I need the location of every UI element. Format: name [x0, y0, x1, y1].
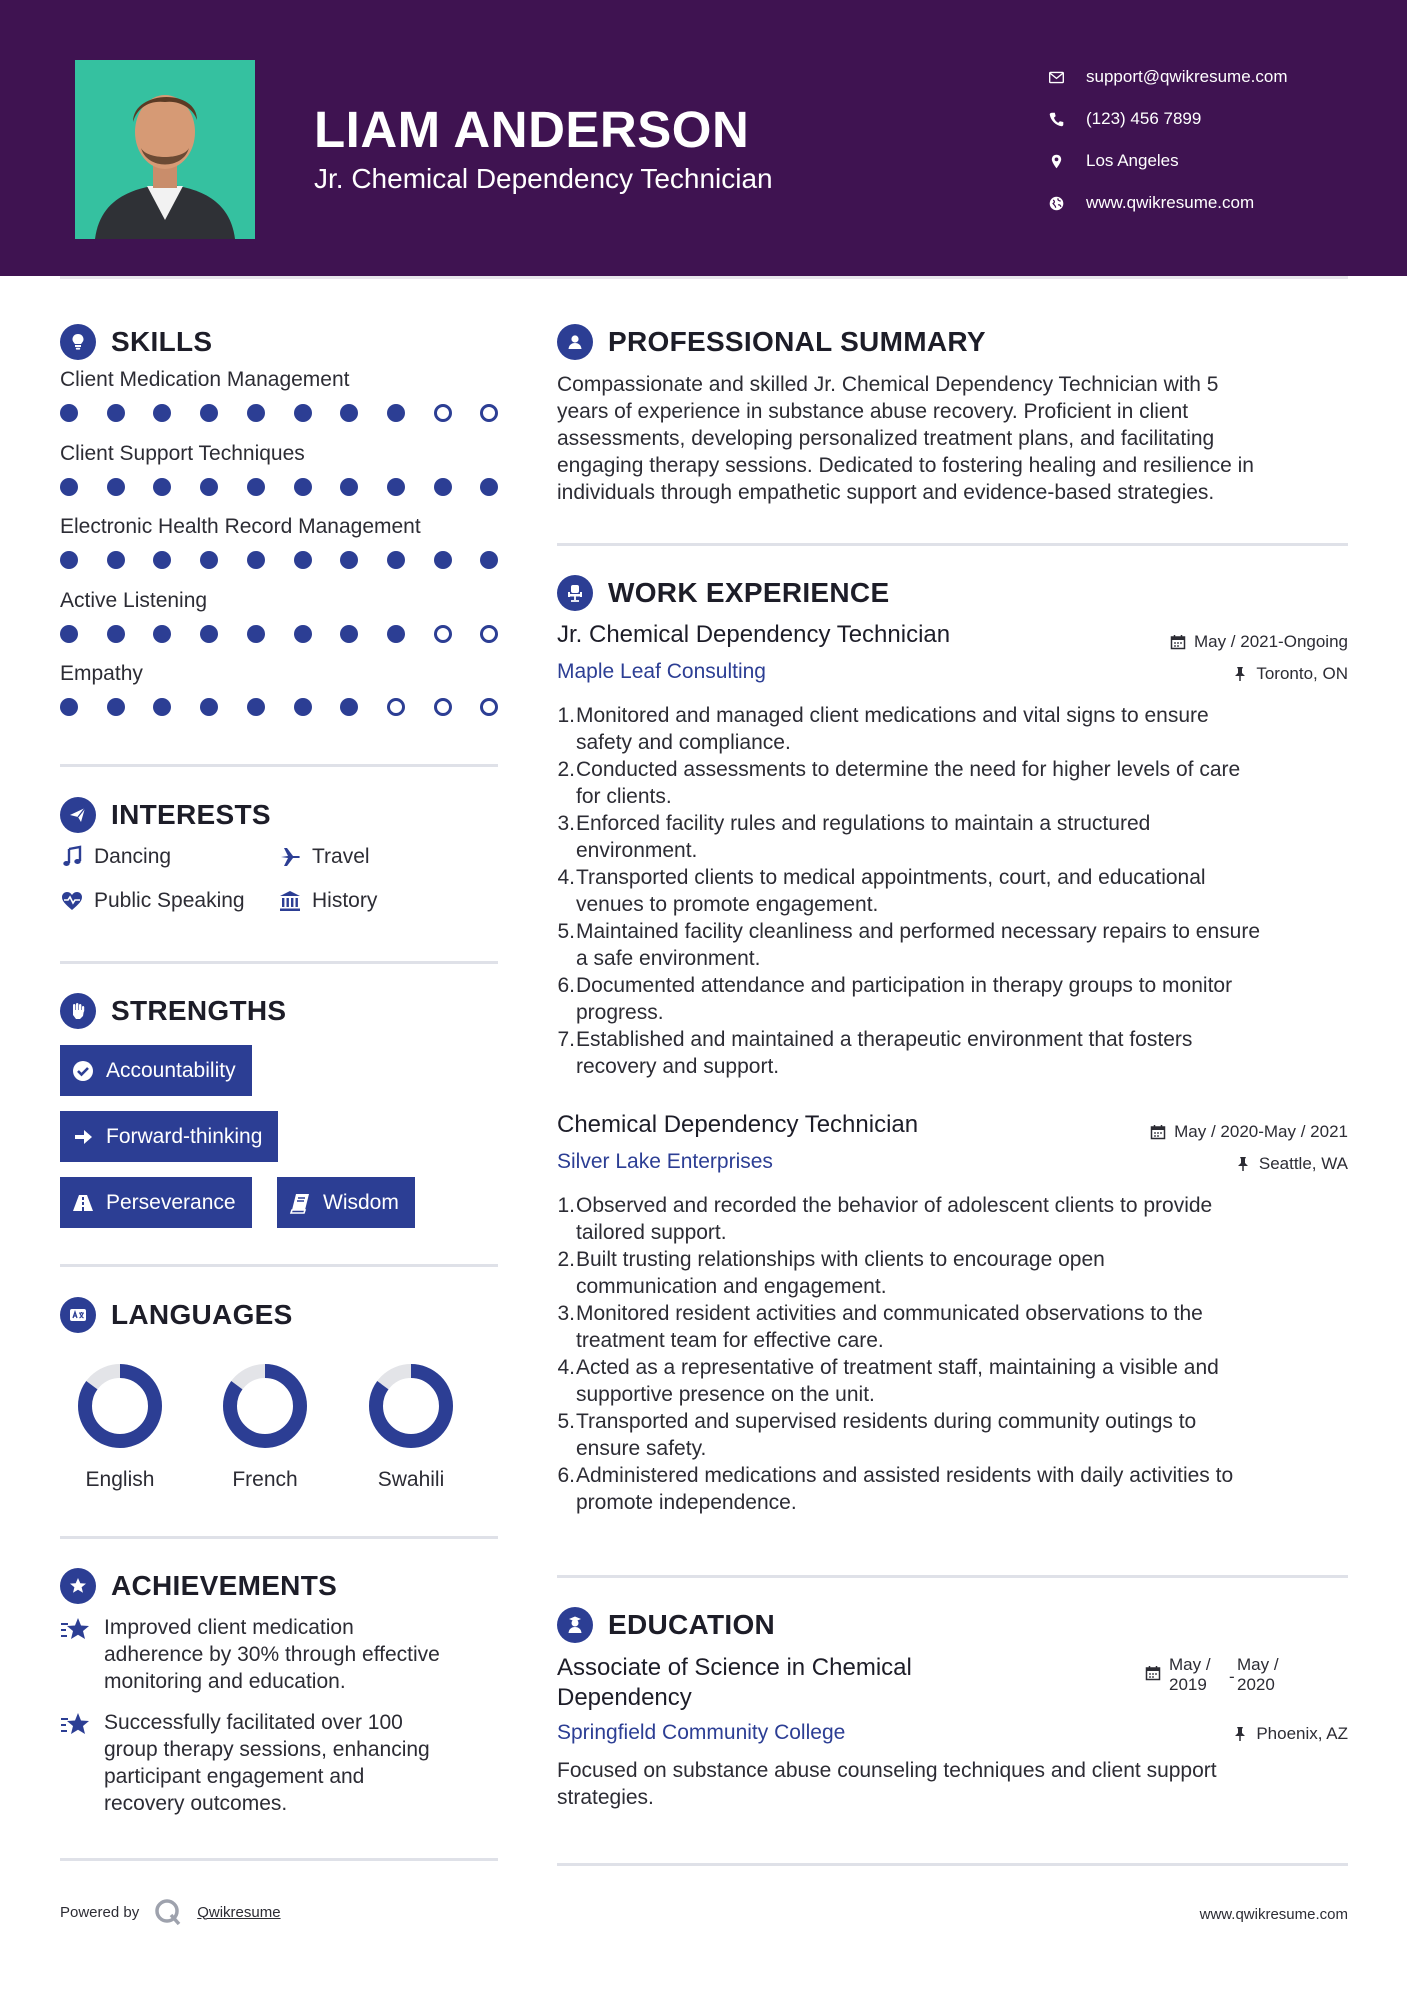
item-number: 3. — [557, 812, 575, 835]
skill-rating — [60, 619, 500, 649]
experience-heading — [557, 575, 889, 611]
language-item — [50, 1362, 190, 1492]
pushpin-icon — [1232, 1726, 1248, 1742]
languages-heading — [60, 1297, 293, 1333]
responsibility-item — [557, 864, 1347, 918]
strengths-divider — [60, 1264, 498, 1267]
rating-dot-empty — [480, 404, 498, 422]
profile-photo — [75, 60, 255, 239]
interests-divider — [60, 961, 498, 964]
rating-dot-filled — [434, 551, 452, 569]
skill-rating — [60, 545, 500, 575]
languages-title: LANGUAGES — [111, 1299, 293, 1330]
responsibility-item — [557, 1408, 1347, 1462]
skill-name: Empathy — [60, 662, 143, 685]
responsibility-text: Transported and supervised residents during community outings to ensure safety. — [576, 1410, 1197, 1460]
contact-phone-text: (123) 456 7899 — [1086, 109, 1202, 128]
book-icon — [289, 1192, 311, 1214]
rating-dot-filled — [434, 478, 452, 496]
language-name: Swahili — [377, 1468, 445, 1491]
experience-title: WORK EXPERIENCE — [608, 577, 890, 608]
rating-dot-filled — [480, 478, 498, 496]
contact-website[interactable] — [1048, 182, 1288, 224]
person-portrait-image — [75, 60, 255, 239]
rating-dot-filled — [294, 404, 312, 422]
responsibility-text: Conducted assessments to determine the need for higher levels of care for clients. — [576, 758, 1241, 808]
language-item — [195, 1362, 335, 1492]
star-badge-icon — [60, 1568, 96, 1604]
rating-dot-filled — [153, 625, 171, 643]
rating-dot-filled — [107, 625, 125, 643]
item-number: 1. — [557, 1194, 575, 1217]
rating-dot-filled — [247, 478, 265, 496]
summary-text: Compassionate and skilled Jr. Chemical Dependency Technician with 5 years of experience in substance abuse recovery. Proficient in client assessments, developing personalized treatment plans, and facilitating engaging therapy sessions. Dedicated to fostering healing and resilience in individuals through empathetic support and evidence-based strategies. — [557, 373, 1254, 504]
calendar-icon — [1145, 1665, 1161, 1681]
rating-dot-filled — [340, 551, 358, 569]
contact-location-text: Los Angeles — [1086, 151, 1179, 170]
rating-dot-filled — [60, 478, 78, 496]
interest-label: History — [312, 889, 378, 912]
interests-heading — [60, 797, 271, 833]
heartbeat-icon — [60, 889, 84, 913]
education-divider — [557, 1863, 1348, 1866]
strength-label: Wisdom — [323, 1190, 399, 1214]
rating-dot-empty — [480, 625, 498, 643]
interest-label: Public Speaking — [94, 889, 245, 912]
language-name: French — [232, 1468, 298, 1491]
contact-list — [1048, 56, 1288, 224]
user-icon — [557, 324, 593, 360]
strength-tag-accountability — [60, 1045, 252, 1096]
skill-item — [60, 662, 500, 722]
location-pin-icon — [1048, 153, 1086, 170]
school-name: Springfield Community College — [557, 1721, 846, 1744]
rating-dot-filled — [294, 625, 312, 643]
footer-branding — [60, 1897, 281, 1927]
skill-name: Electronic Health Record Management — [60, 515, 421, 538]
item-number: 6. — [557, 974, 575, 997]
achievement-item — [60, 1614, 500, 1695]
strength-label: Accountability — [106, 1058, 236, 1082]
responsibility-text: Enforced facility rules and regulations to maintain a structured environment. — [576, 812, 1151, 862]
skill-name: Client Support Techniques — [60, 441, 305, 465]
responsibility-item — [557, 1300, 1347, 1354]
skill-rating — [60, 398, 500, 428]
rating-dot-filled — [153, 698, 171, 716]
achievements-divider — [60, 1858, 498, 1861]
language-proficiency-ring — [367, 1362, 455, 1450]
rating-dot-filled — [294, 551, 312, 569]
lightbulb-icon — [60, 324, 96, 360]
skill-rating — [60, 692, 500, 722]
interest-label: Travel — [312, 845, 370, 868]
education-dates — [1145, 1655, 1292, 1695]
skill-item — [60, 442, 500, 502]
powered-by-text: Powered by — [60, 1903, 140, 1921]
rating-dot-filled — [107, 404, 125, 422]
header-divider — [60, 276, 1348, 279]
strengths-heading — [60, 993, 286, 1029]
contact-email[interactable] — [1048, 56, 1288, 98]
rating-dot-filled — [200, 625, 218, 643]
achievement-item — [60, 1709, 500, 1817]
phone-icon — [1048, 111, 1086, 128]
item-number: 6. — [557, 1464, 575, 1487]
interests-title: INTERESTS — [111, 799, 271, 830]
graduate-icon — [557, 1607, 593, 1643]
arrow-right-icon — [72, 1126, 94, 1148]
rating-dot-empty — [387, 698, 405, 716]
rating-dot-filled — [294, 478, 312, 496]
rating-dot-filled — [294, 698, 312, 716]
rating-dot-filled — [153, 404, 171, 422]
interest-dancing — [60, 845, 171, 869]
rating-dot-filled — [340, 478, 358, 496]
rating-dot-filled — [340, 404, 358, 422]
skill-rating — [60, 472, 500, 502]
responsibility-text: Administered medications and assisted residents with daily activities to promote independence. — [576, 1464, 1234, 1514]
item-number: 4. — [557, 866, 575, 889]
summary-title: PROFESSIONAL SUMMARY — [608, 326, 986, 357]
responsibility-item — [557, 1026, 1347, 1080]
translate-icon — [60, 1297, 96, 1333]
skill-name: Client Medication Management — [60, 368, 350, 391]
pushpin-icon — [1235, 1156, 1251, 1172]
check-circle-icon — [72, 1060, 94, 1082]
rating-dot-filled — [387, 551, 405, 569]
responsibility-text: Built trusting relationships with clients to encourage open communication and engagement. — [576, 1248, 1105, 1298]
summary-divider — [557, 543, 1348, 546]
rating-dot-filled — [60, 698, 78, 716]
rating-dot-filled — [60, 404, 78, 422]
responsibility-text: Observed and recorded the behavior of adolescent clients to provide tailored support. — [576, 1194, 1213, 1244]
rating-dot-empty — [434, 404, 452, 422]
rating-dot-filled — [387, 404, 405, 422]
job-title: Jr. Chemical Dependency Technician — [557, 621, 951, 648]
responsibility-item — [557, 1192, 1347, 1246]
rating-dot-filled — [247, 551, 265, 569]
qwikresume-logo-icon — [153, 1897, 183, 1927]
skills-title: SKILLS — [111, 326, 213, 357]
strength-tag-perseverance — [60, 1177, 252, 1228]
education-title: EDUCATION — [608, 1609, 776, 1640]
achievement-text: Successfully facilitated over 100 group therapy sessions, enhancing participant engagement and recovery outcomes. — [104, 1711, 430, 1815]
job-responsibilities — [557, 1192, 1347, 1516]
language-item — [341, 1362, 481, 1492]
rating-dot-filled — [247, 625, 265, 643]
skill-name: Active Listening — [60, 588, 208, 612]
item-number: 5. — [557, 1410, 575, 1433]
skills-divider — [60, 764, 498, 767]
responsibility-text: Established and maintained a therapeutic environment that fosters recovery and support. — [576, 1028, 1193, 1078]
strength-tag-forward-thinking — [60, 1111, 278, 1162]
rating-dot-filled — [200, 478, 218, 496]
language-name: English — [85, 1468, 155, 1491]
rating-dot-filled — [387, 625, 405, 643]
footer-website[interactable]: www.qwikresume.com — [1199, 1906, 1348, 1923]
rating-dot-filled — [60, 551, 78, 569]
strength-label: Forward-thinking — [106, 1124, 263, 1148]
rating-dot-filled — [200, 404, 218, 422]
responsibility-item — [557, 918, 1347, 972]
job-responsibilities — [557, 702, 1347, 1080]
language-proficiency-ring — [76, 1362, 164, 1450]
item-number: 1. — [557, 704, 575, 727]
rating-dot-filled — [340, 625, 358, 643]
job-dates: May / 2021-Ongoing — [1170, 632, 1348, 652]
responsibility-item — [557, 1246, 1347, 1300]
education-heading — [557, 1607, 775, 1643]
star-icon — [60, 1711, 92, 1739]
skills-heading — [60, 324, 212, 360]
rating-dot-filled — [153, 478, 171, 496]
rating-dot-filled — [107, 478, 125, 496]
pushpin-icon — [1232, 666, 1248, 682]
interest-history — [278, 889, 377, 913]
raised-fist-icon — [60, 993, 96, 1029]
contact-email-text: support@qwikresume.com — [1086, 67, 1288, 86]
job-dates: May / 2020-May / 2021 — [1150, 1122, 1348, 1142]
responsibility-item — [557, 1354, 1347, 1408]
globe-icon — [1048, 195, 1086, 212]
achievement-text: Improved client medication adherence by 30% through effective monitoring and education. — [104, 1616, 440, 1693]
interest-travel — [278, 845, 370, 869]
institution-icon — [278, 889, 302, 913]
resume-header — [0, 0, 1407, 276]
strength-label: Perseverance — [106, 1190, 236, 1214]
job-location: Seattle, WA — [1235, 1154, 1348, 1174]
rating-dot-filled — [200, 698, 218, 716]
interest-label: Dancing — [94, 845, 172, 868]
education-location: Phoenix, AZ — [1232, 1724, 1348, 1744]
qwikresume-link[interactable]: Qwikresume — [197, 1903, 281, 1921]
office-chair-icon — [557, 575, 593, 611]
responsibility-text: Monitored resident activities and communicated observations to the treatment team for effective care. — [576, 1302, 1203, 1352]
contact-website-text: www.qwikresume.com — [1086, 193, 1255, 212]
education-description: Focused on substance abuse counseling techniques and client support strategies. — [557, 1759, 1217, 1809]
strength-tag-wisdom — [277, 1177, 415, 1228]
skill-item — [60, 368, 500, 428]
responsibility-item — [557, 1462, 1347, 1516]
rating-dot-filled — [60, 625, 78, 643]
skill-item — [60, 589, 500, 649]
rating-dot-filled — [153, 551, 171, 569]
paper-plane-icon — [60, 797, 96, 833]
responsibility-text: Maintained facility cleanliness and performed necessary repairs to ensure a safe environment. — [576, 920, 1261, 970]
responsibility-item — [557, 702, 1347, 756]
company-name: Maple Leaf Consulting — [557, 660, 766, 683]
language-proficiency-ring — [221, 1362, 309, 1450]
music-note-icon — [60, 845, 84, 869]
company-name: Silver Lake Enterprises — [557, 1150, 773, 1173]
candidate-title: Jr. Chemical Dependency Technician — [314, 163, 773, 194]
responsibility-item — [557, 972, 1347, 1026]
rating-dot-filled — [107, 698, 125, 716]
rating-dot-empty — [434, 698, 452, 716]
achievements-heading — [60, 1568, 337, 1604]
rating-dot-filled — [200, 551, 218, 569]
experience-divider — [557, 1575, 1348, 1578]
item-number: 4. — [557, 1356, 575, 1379]
degree-title: Associate of Science in Chemical Dependency — [557, 1654, 912, 1711]
rating-dot-empty — [434, 625, 452, 643]
rating-dot-filled — [480, 551, 498, 569]
item-number: 7. — [557, 1028, 575, 1051]
item-number: 2. — [557, 1248, 575, 1271]
responsibility-item — [557, 756, 1347, 810]
strengths-title: STRENGTHS — [111, 995, 287, 1026]
responsibility-text: Transported clients to medical appointments, court, and educational venues to promote engagement. — [576, 866, 1206, 916]
contact-phone[interactable] — [1048, 98, 1288, 140]
education-start-date: May / 2019 — [1169, 1655, 1211, 1694]
rating-dot-filled — [107, 551, 125, 569]
responsibility-text: Acted as a representative of treatment staff, maintaining a visible and supportive presence on the unit. — [576, 1356, 1219, 1406]
calendar-icon — [1150, 1124, 1166, 1140]
education-end-date: May / 2020 — [1237, 1655, 1279, 1694]
rating-dot-filled — [247, 404, 265, 422]
candidate-name: LIAM ANDERSON — [314, 101, 750, 158]
job-title: Chemical Dependency Technician — [557, 1111, 919, 1138]
item-number: 2. — [557, 758, 575, 781]
road-icon — [72, 1192, 94, 1214]
item-number: 3. — [557, 1302, 575, 1325]
date-separator: - — [1229, 1667, 1235, 1686]
star-icon — [60, 1616, 92, 1644]
languages-divider — [60, 1536, 498, 1539]
rating-dot-empty — [480, 698, 498, 716]
envelope-icon — [1048, 69, 1086, 86]
interest-public-speaking — [60, 889, 245, 913]
rating-dot-filled — [247, 698, 265, 716]
contact-location — [1048, 140, 1288, 182]
rating-dot-filled — [387, 478, 405, 496]
skill-item — [60, 515, 500, 575]
responsibility-item — [557, 810, 1347, 864]
rating-dot-filled — [340, 698, 358, 716]
job-location: Toronto, ON — [1232, 664, 1348, 684]
achievements-title: ACHIEVEMENTS — [111, 1570, 338, 1601]
summary-heading — [557, 324, 986, 360]
responsibility-text: Monitored and managed client medications and vital signs to ensure safety and compliance. — [576, 704, 1209, 754]
item-number: 5. — [557, 920, 575, 943]
airplane-icon — [278, 845, 302, 869]
responsibility-text: Documented attendance and participation in therapy groups to monitor progress. — [576, 974, 1233, 1024]
calendar-icon — [1170, 634, 1186, 650]
